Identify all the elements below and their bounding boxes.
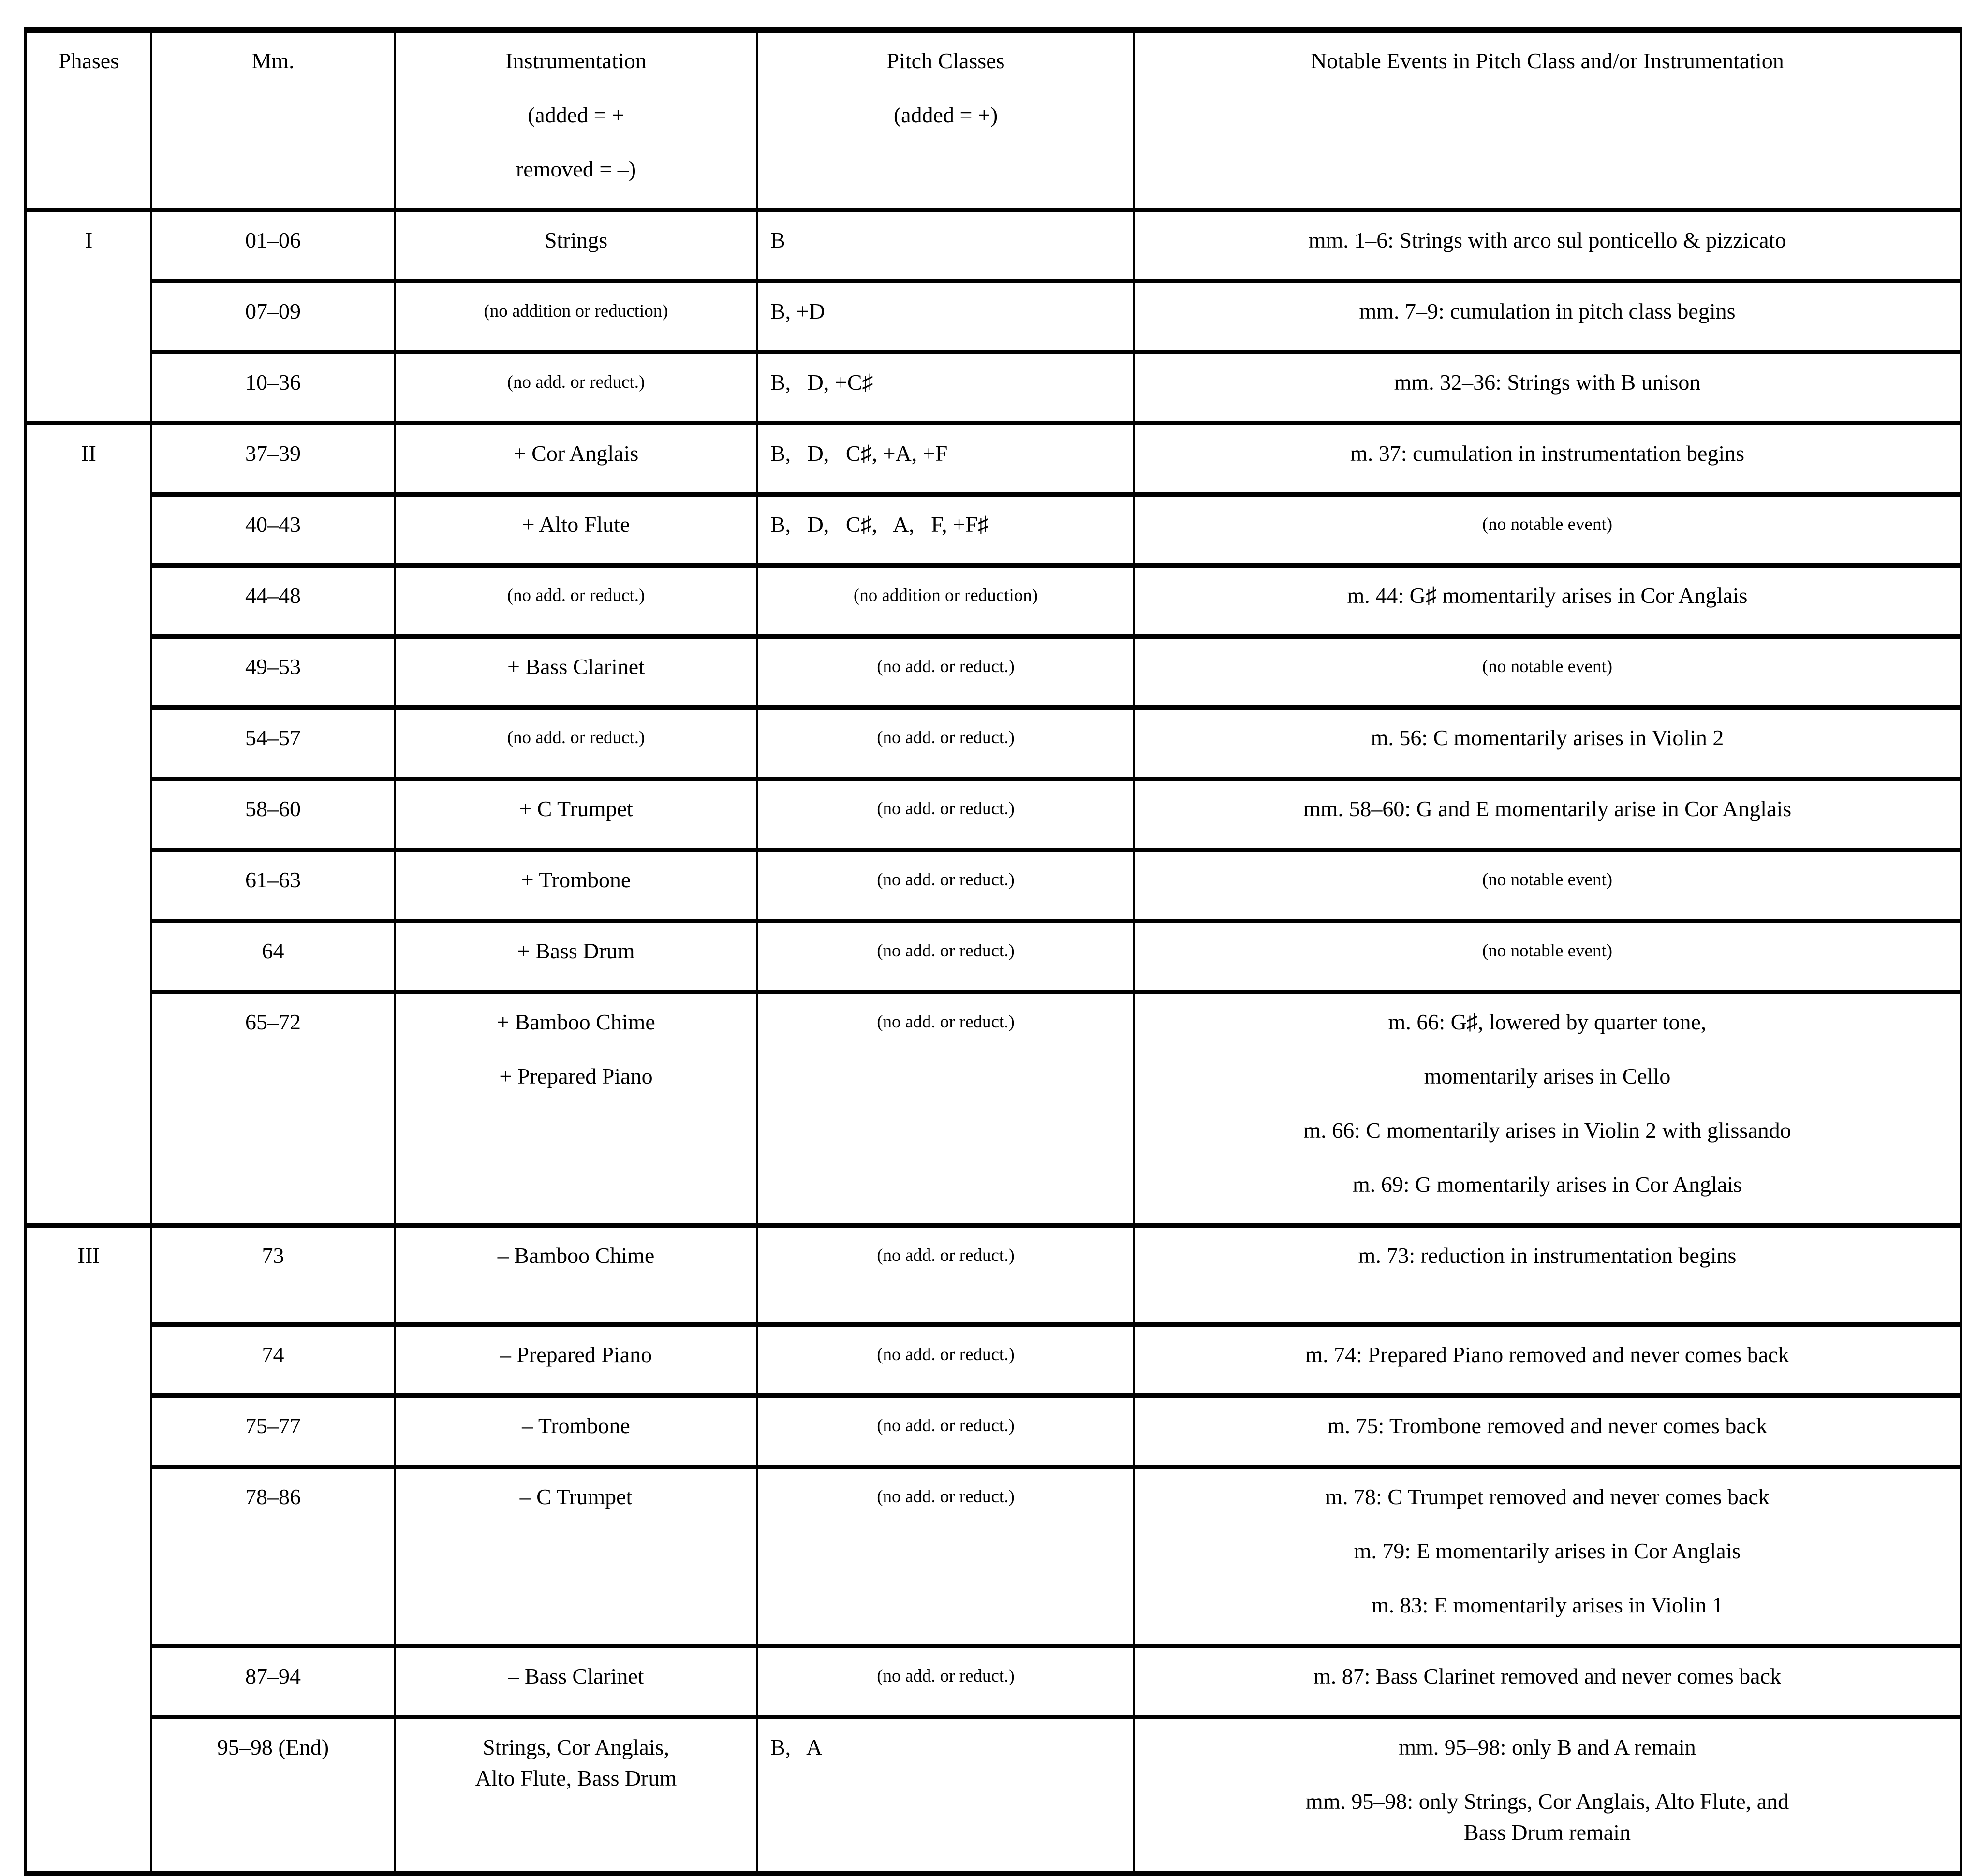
pitch-cell [757,1226,1134,1325]
cell-line: – Trombone [522,1413,630,1438]
cell-line: (no notable event) [1482,514,1613,534]
cell-line: II [81,441,96,466]
cell-line: (no notable event) [1482,870,1613,890]
cell-line: m. 74: Prepared Piano removed and never comes back [1305,1342,1789,1367]
mm-cell [151,708,395,779]
table-row [26,1717,1961,1874]
cell-line: m. 79: E momentarily arises in Cor Anglais [1354,1539,1741,1563]
cell-line: + Trombone [521,867,631,892]
table-header [26,30,1961,210]
pitch-cell [757,1467,1134,1646]
cell-line: (no add. or reduct.) [877,1487,1015,1507]
instrumentation-cell [395,1646,757,1717]
mm-cell [151,637,395,708]
cell-line: m. 83: E momentarily arises in Violin 1 [1371,1593,1724,1617]
cell-line: + Bass Clarinet [507,654,645,679]
cell-line: mm. 95–98: only Strings, Cor Anglais, Alto Flute, and Bass Drum remain [1305,1789,1789,1845]
instrumentation-cell [395,779,757,850]
pitch-cell [757,1646,1134,1717]
phase-label-cell [26,1226,151,1874]
table-row [26,424,1961,495]
cell-line: + Bamboo Chime [497,1010,655,1034]
cell-line: + Cor Anglais [513,441,639,466]
cell-line: 61–63 [245,867,301,892]
cell-line: – Bass Clarinet [508,1664,644,1688]
cell-line: (no add. or reduct.) [877,799,1015,819]
cell-line: mm. 95–98: only B and A remain [1399,1735,1696,1759]
table-row [26,352,1961,424]
pitch-cell [757,210,1134,281]
table-row [26,850,1961,921]
cell-line: mm. 32–36: Strings with B unison [1394,370,1701,395]
header-phases [26,30,151,210]
events-cell [1134,566,1961,637]
table-row [26,921,1961,992]
cell-line: I [85,228,93,252]
instrumentation-cell [395,1396,757,1467]
cell-line: (no add. or reduct.) [877,1666,1015,1686]
table-row [26,210,1961,281]
instrumentation-cell [395,708,757,779]
header-pitch-classes-note: (added = +) [893,103,998,127]
mm-cell [151,921,395,992]
table-row [26,1467,1961,1646]
cell-line: 40–43 [245,512,301,537]
mm-cell [151,1646,395,1717]
pitch-cell [757,495,1134,566]
cell-line: (no add. or reduct.) [507,728,645,747]
table-row [26,708,1961,779]
cell-line: B, D, C♯, +A, +F [770,441,948,466]
cell-line: 10–36 [245,370,301,395]
phases-table [24,27,1962,1876]
events-cell [1134,1646,1961,1717]
cell-line: (no add. or reduct.) [507,372,645,392]
events-cell [1134,1396,1961,1467]
pitch-cell [757,1396,1134,1467]
header-pitch-classes-label: Pitch Classes [886,48,1005,73]
header-pitch-classes [757,30,1134,210]
header-instrumentation-note-removed: removed = –) [516,157,636,181]
table-row [26,495,1961,566]
cell-line: (no add. or reduct.) [877,870,1015,890]
cell-line: 58–60 [245,796,301,821]
cell-line: mm. 58–60: G and E momentarily arise in Cor Anglais [1303,796,1792,821]
table-row [26,992,1961,1226]
pitch-cell [757,1325,1134,1396]
cell-line: m. 44: G♯ momentarily arises in Cor Anglais [1347,583,1748,608]
phase-label-cell [26,424,151,1226]
cell-line: 49–53 [245,654,301,679]
instrumentation-cell [395,566,757,637]
cell-line: – Bamboo Chime [497,1243,655,1268]
events-cell [1134,281,1961,352]
cell-line: (no add. or reduct.) [507,586,645,605]
cell-line: (no add. or reduct.) [877,657,1015,676]
mm-cell [151,424,395,495]
pitch-cell [757,637,1134,708]
mm-cell [151,1396,395,1467]
mm-cell [151,1325,395,1396]
pitch-cell [757,1717,1134,1874]
cell-line: 95–98 (End) [217,1735,329,1759]
cell-line: 65–72 [245,1010,301,1034]
events-cell [1134,850,1961,921]
cell-line: Strings, Cor Anglais, Alto Flute, Bass Drum [475,1735,677,1790]
cell-line: m. 75: Trombone removed and never comes back [1327,1413,1768,1438]
pitch-cell [757,352,1134,424]
header-instrumentation-label: Instrumentation [505,48,647,73]
header-mm [151,30,395,210]
cell-line: 54–57 [245,725,301,750]
cell-line: (no add. or reduct.) [877,1012,1015,1032]
cell-line: 87–94 [245,1664,301,1688]
mm-cell [151,281,395,352]
cell-line: (no addition or reduction) [484,301,668,321]
cell-line: B, A [770,1735,823,1759]
instrumentation-cell [395,992,757,1226]
mm-cell [151,495,395,566]
table-row [26,1646,1961,1717]
instrumentation-cell [395,495,757,566]
cell-line: (no addition or reduction) [853,586,1038,605]
mm-cell [151,210,395,281]
cell-line: + Bass Drum [517,938,635,963]
mm-cell [151,850,395,921]
cell-line: B, +D [770,299,825,323]
table-row [26,1325,1961,1396]
pitch-cell [757,708,1134,779]
header-instrumentation-note-added: (added = + [527,103,625,127]
pitch-cell [757,281,1134,352]
header-events [1134,30,1961,210]
cell-line: m. 66: C momentarily arises in Violin 2 with glissando [1303,1118,1791,1143]
cell-line: 37–39 [245,441,301,466]
cell-line: B, D, +C♯ [770,370,873,395]
cell-line: 64 [262,938,284,963]
events-cell [1134,1467,1961,1646]
cell-line: + Prepared Piano [499,1064,653,1088]
pitch-cell [757,992,1134,1226]
cell-line: 78–86 [245,1484,301,1509]
cell-line: (no add. or reduct.) [877,728,1015,747]
cell-line: Strings [544,228,608,252]
cell-line: mm. 7–9: cumulation in pitch class begins [1359,299,1736,323]
cell-line: 74 [262,1342,284,1367]
cell-line: B [770,228,785,252]
table-row [26,779,1961,850]
cell-line: + C Trumpet [519,796,633,821]
cell-line: (no add. or reduct.) [877,1246,1015,1265]
cell-line: 75–77 [245,1413,301,1438]
pitch-cell [757,566,1134,637]
cell-line: + Alto Flute [522,512,630,537]
phase-label-cell [26,210,151,424]
events-cell [1134,352,1961,424]
table-row [26,566,1961,637]
cell-line: m. 66: G♯, lowered by quarter tone, [1388,1010,1707,1034]
events-cell [1134,1325,1961,1396]
cell-line: m. 78: C Trumpet removed and never comes back [1325,1484,1770,1509]
events-cell [1134,210,1961,281]
events-cell [1134,921,1961,992]
cell-line: (no add. or reduct.) [877,1416,1015,1436]
cell-line: – C Trumpet [519,1484,633,1509]
cell-line: 01–06 [245,228,301,252]
instrumentation-cell [395,1226,757,1325]
cell-line: – Prepared Piano [500,1342,652,1367]
cell-line: m. 87: Bass Clarinet removed and never comes back [1313,1664,1781,1688]
events-cell [1134,708,1961,779]
events-cell [1134,424,1961,495]
instrumentation-cell [395,424,757,495]
instrumentation-cell [395,850,757,921]
events-cell [1134,1226,1961,1325]
cell-line: momentarily arises in Cello [1424,1064,1671,1088]
instrumentation-cell [395,281,757,352]
events-cell [1134,1717,1961,1874]
cell-line: 07–09 [245,299,301,323]
header-events-label: Notable Events in Pitch Class and/or Instrumentation [1311,48,1784,73]
instrumentation-cell [395,1325,757,1396]
cell-line: (no notable event) [1482,941,1613,961]
events-cell [1134,992,1961,1226]
cell-line: 73 [262,1243,284,1268]
cell-line: B, D, C♯, A, F, +F♯ [770,512,989,537]
mm-cell [151,566,395,637]
pitch-cell [757,779,1134,850]
cell-line: m. 69: G momentarily arises in Cor Anglais [1353,1172,1742,1197]
table-row [26,281,1961,352]
pitch-cell [757,921,1134,992]
table-body [26,210,1961,1874]
cell-line: m. 56: C momentarily arises in Violin 2 [1371,725,1724,750]
cell-line: III [77,1243,100,1268]
events-cell [1134,779,1961,850]
instrumentation-cell [395,1467,757,1646]
instrumentation-cell [395,921,757,992]
mm-cell [151,779,395,850]
instrumentation-cell [395,210,757,281]
cell-line: m. 37: cumulation in instrumentation begins [1350,441,1745,466]
mm-cell [151,1717,395,1874]
header-phases-label: Phases [58,48,119,73]
pitch-cell [757,850,1134,921]
table-row [26,1396,1961,1467]
pitch-cell [757,424,1134,495]
cell-line: (no add. or reduct.) [877,941,1015,961]
instrumentation-cell [395,1717,757,1874]
header-instrumentation [395,30,757,210]
table-row [26,1226,1961,1325]
cell-line: m. 73: reduction in instrumentation begins [1358,1243,1737,1268]
mm-cell [151,1226,395,1325]
instrumentation-cell [395,637,757,708]
cell-line: (no add. or reduct.) [877,1345,1015,1364]
mm-cell [151,1467,395,1646]
instrumentation-cell [395,352,757,424]
events-cell [1134,495,1961,566]
cell-line: 44–48 [245,583,301,608]
mm-cell [151,352,395,424]
header-row [26,30,1961,210]
cell-line: (no notable event) [1482,657,1613,676]
header-mm-label: Mm. [251,48,295,73]
mm-cell [151,992,395,1226]
table-row [26,637,1961,708]
cell-line: mm. 1–6: Strings with arco sul ponticello & pizzicato [1308,228,1786,252]
events-cell [1134,637,1961,708]
